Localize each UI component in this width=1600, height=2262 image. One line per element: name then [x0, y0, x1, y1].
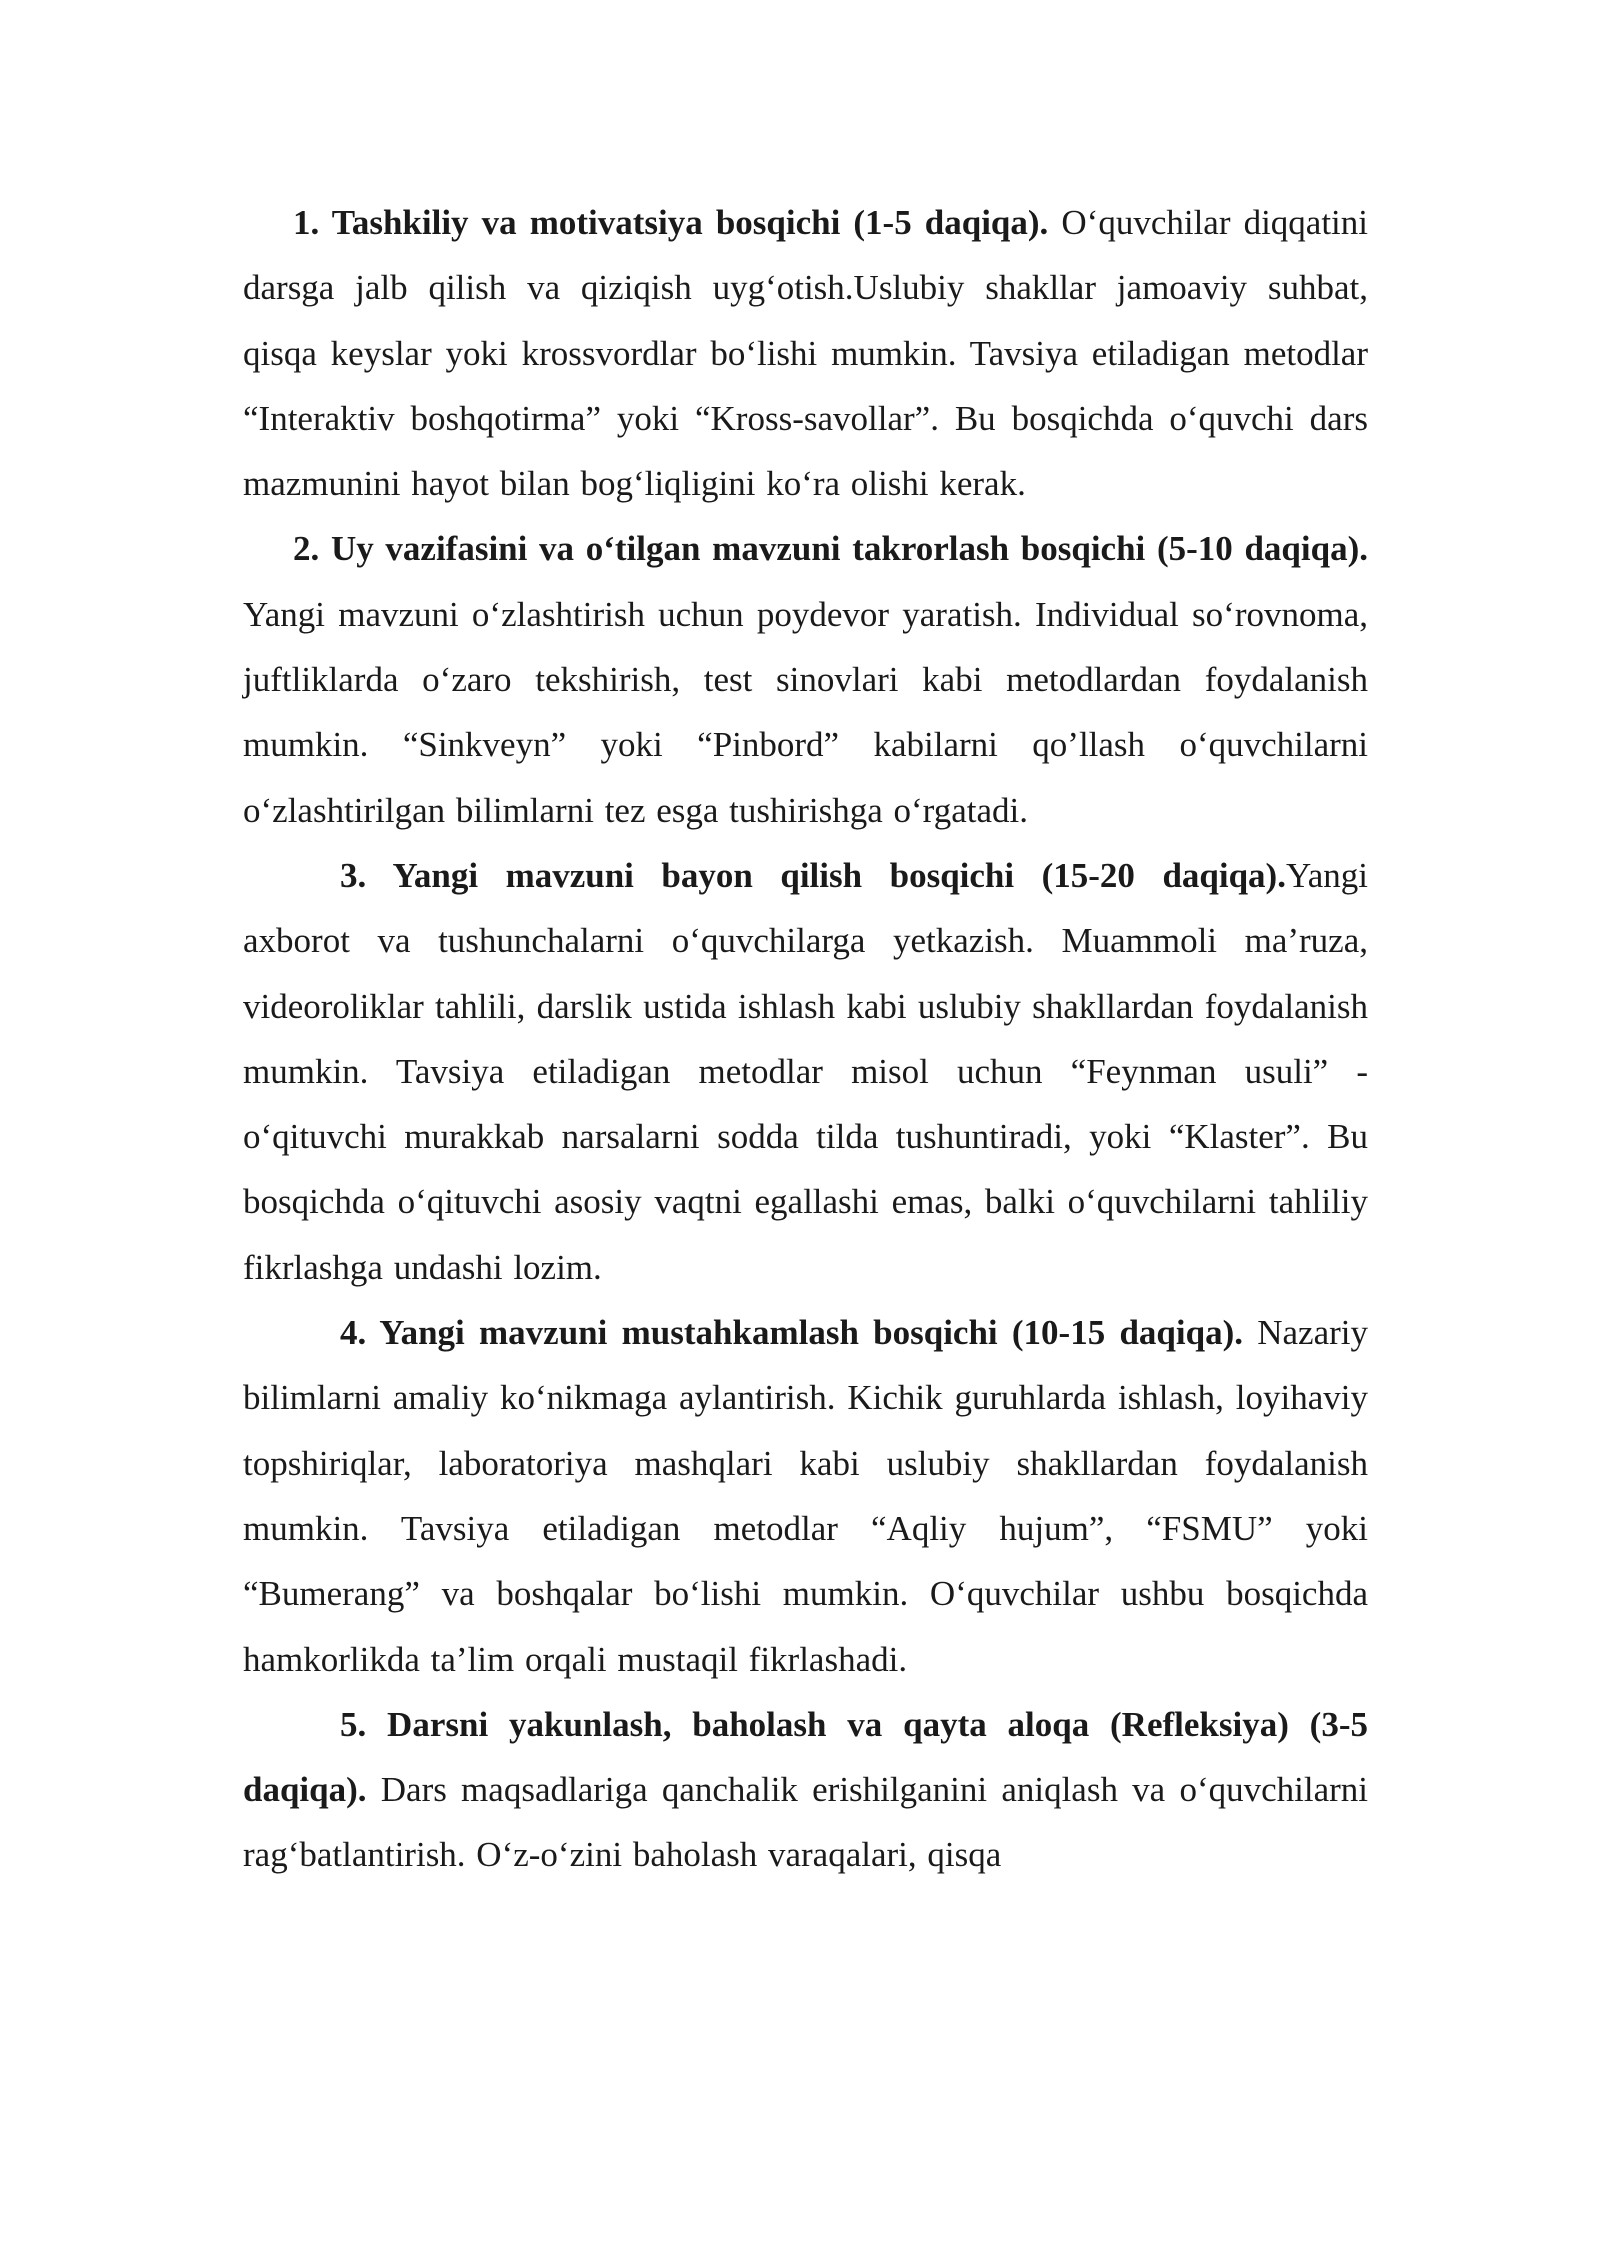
document-page	[243, 190, 1368, 1888]
section-2-paragraph	[243, 516, 1368, 842]
section-5-paragraph	[243, 1692, 1368, 1888]
section-2-body: Yangi mavzuni o‘zlashtirish uchun poydevor yaratish. Individual so‘rovnoma, juftliklarda o‘zaro tekshirish, test sinovlari kabi metodlardan foydalanish mumkin. “Sinkveyn” yoki “Pinbord” kabilarni qo’llash o‘quvchilarni o‘zlashtirilgan bilimlarni tez esga tushirishga o‘rgatadi.	[243, 594, 1368, 830]
section-5-heading: 5. Darsni yakunlash, baholash va qayta aloqa (Refleksiya) (3-5 daqiqa).	[243, 1704, 1368, 1810]
section-1-paragraph	[243, 190, 1368, 516]
section-1-heading: 1. Tashkiliy va motivatsiya bosqichi (1-5 daqiqa).	[293, 203, 1049, 242]
section-3-body: Yangi axborot va tushunchalarni o‘quvchilarga yetkazish. Muammoli ma’ruza, videoroliklar tahlili, darslik ustida ishlash kabi uslubiy shakllardan foydalanish mumkin. Tavsiya etiladigan metodlar misol uchun “Feynman usuli” - o‘qituvchi murakkab narsalarni sodda tilda tushuntiradi, yoki “Klaster”. Bu bosqichda o‘qituvchi asosiy vaqtni egallashi emas, balki o‘quvchilarni tahliliy fikrlashga undashi lozim.	[243, 855, 1368, 1287]
section-3-paragraph	[243, 843, 1368, 1300]
section-4-body: Nazariy bilimlarni amaliy ko‘nikmaga aylantirish. Kichik guruhlarda ishlash, loyihaviy topshiriqlar, laboratoriya mashqlari kabi uslubiy shakllardan foydalanish mumkin. Tavsiya etiladigan metodlar “Aqliy hujum”, “FSMU” yoki “Bumerang” va boshqalar bo‘lishi mumkin. O‘quvchilar ushbu bosqichda hamkorlikda ta’lim orqali mustaqil fikrlashadi.	[243, 1313, 1368, 1679]
section-1-body: O‘quvchilar diqqatini darsga jalb qilish va qiziqish uyg‘otish.Uslubiy shakllar jamoaviy suhbat, qisqa keyslar yoki krossvordlar bo‘lishi mumkin. Tavsiya etiladigan metodlar “Interaktiv boshqotirma” yoki “Kross-savollar”. Bu bosqichda o‘quvchi dars mazmunini hayot bilan bog‘liqligini ko‘ra olishi kerak.	[243, 203, 1368, 504]
section-2-heading: 2. Uy vazifasini va o‘tilgan mavzuni takrorlash bosqichi (5-10 daqiqa).	[293, 529, 1368, 569]
section-3-heading: 3. Yangi mavzuni bayon qilish bosqichi (15-20 daqiqa).	[340, 855, 1286, 895]
section-4-heading: 4. Yangi mavzuni mustahkamlash bosqichi (10-15 daqiqa).	[340, 1313, 1243, 1353]
section-5-body: Dars maqsadlariga qanchalik erishilganini aniqlash va o‘quvchilarni rag‘batlantirish. O‘z-o‘zini baholash varaqalari, qisqa	[243, 1770, 1368, 1875]
section-4-paragraph	[243, 1300, 1368, 1692]
